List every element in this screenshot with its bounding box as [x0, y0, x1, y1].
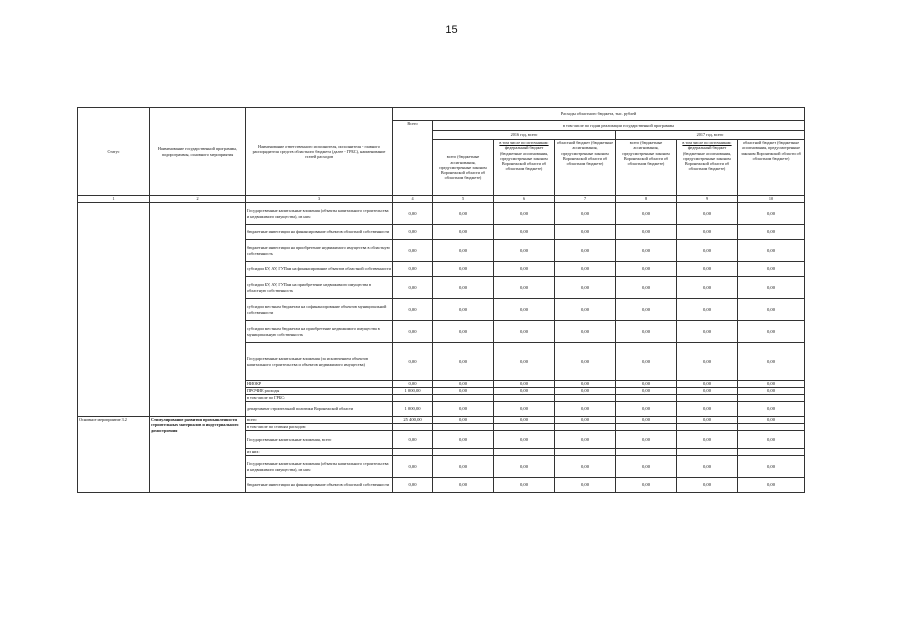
header-expenses-title: Расходы областного бюджета, тыс. рублей [393, 108, 805, 121]
row-value: 0,00 [433, 402, 494, 417]
row-value: 0,00 [677, 343, 738, 381]
row-value: 0,00 [677, 402, 738, 417]
row-value: 0,00 [494, 277, 555, 299]
empty-status-cell [78, 203, 150, 417]
row-value: 0,00 [738, 203, 805, 225]
header-status: Статус [78, 108, 150, 196]
row-value: 0,00 [393, 431, 433, 449]
header-2017-federal [677, 140, 738, 196]
row-label: субсидии БУ, АУ, ГУПам на финансирование объектов областной собственности [246, 262, 393, 277]
row-value: 0,00 [738, 321, 805, 343]
row-value: 1 000,00 [393, 402, 433, 417]
row-value [433, 449, 494, 456]
row-value: 0,00 [738, 262, 805, 277]
row-value: 0,00 [616, 388, 677, 395]
row-value: 25 400,00 [393, 417, 433, 424]
row-value: 0,00 [677, 262, 738, 277]
row-value: 0,00 [677, 381, 738, 388]
row-value: 0,00 [393, 225, 433, 240]
row-value: 0,00 [555, 381, 616, 388]
row-value [433, 424, 494, 431]
row-value: 0,00 [616, 478, 677, 493]
row-value: 0,00 [738, 417, 805, 424]
row-value: 0,00 [393, 321, 433, 343]
row-label: Государственные капитальные вложения (объекты капитального строительства и недвижимого имущества), из них: [246, 203, 393, 225]
row-value: 0,00 [616, 203, 677, 225]
row-label: субсидии местным бюджетам на приобретение недвижимого имущества в муниципальную собственность [246, 321, 393, 343]
row-value [677, 449, 738, 456]
row-value: 0,00 [433, 478, 494, 493]
row-value [555, 395, 616, 402]
row-value: 0,00 [616, 262, 677, 277]
row-value: 0,00 [616, 240, 677, 262]
row-value: 0,00 [738, 225, 805, 240]
row-value: 0,00 [393, 299, 433, 321]
column-number: 4 [393, 196, 433, 203]
header-program-name: Наименование государственной программы, подпрограммы, основного мероприятия [150, 108, 246, 196]
header-total: Всего [393, 121, 433, 196]
row-label: в том числе по статьям расходов: [246, 424, 393, 431]
row-label: субсидии местным бюджетам на софинансирование объектов муниципальной собственности [246, 299, 393, 321]
row-value [677, 395, 738, 402]
column-number: 8 [616, 196, 677, 203]
row-value: 0,00 [738, 277, 805, 299]
row-value: 0,00 [433, 262, 494, 277]
row-value: 0,00 [433, 225, 494, 240]
row-value: 0,00 [616, 456, 677, 478]
row-value: 0,00 [433, 343, 494, 381]
header-2017-federal-text: федеральный бюджет (бюджетные ассигнования, предусмотренные законом Воронежской области об областном бюджете) [682, 145, 732, 172]
row-label: всего [246, 417, 393, 424]
row-value: 0,00 [494, 402, 555, 417]
row-value: 0,00 [433, 277, 494, 299]
row-value: 0,00 [677, 388, 738, 395]
budget-table [77, 107, 805, 493]
row-value: 0,00 [433, 240, 494, 262]
row-label: ПРОЧИЕ расходы [246, 388, 393, 395]
row-value: 0,00 [494, 456, 555, 478]
header-year-2016: 2016 год, всего [433, 131, 616, 140]
row-value: 0,00 [616, 381, 677, 388]
row-value: 0,00 [433, 456, 494, 478]
header-year-2017: 2017 год, всего [616, 131, 805, 140]
row-value: 0,00 [393, 381, 433, 388]
row-value: 0,00 [433, 299, 494, 321]
column-number: 6 [494, 196, 555, 203]
table-header [78, 108, 805, 203]
row-value: 0,00 [433, 381, 494, 388]
row-value: 0,00 [433, 388, 494, 395]
row-value: 0,00 [555, 456, 616, 478]
row-value [677, 424, 738, 431]
column-number: 1 [78, 196, 150, 203]
row-value: 0,00 [616, 417, 677, 424]
row-value: 0,00 [494, 478, 555, 493]
row-value: 1 000,00 [393, 388, 433, 395]
row-value: 0,00 [616, 343, 677, 381]
row-value [738, 395, 805, 402]
row-value: 0,00 [433, 417, 494, 424]
row-value: 0,00 [677, 299, 738, 321]
row-value: 0,00 [494, 343, 555, 381]
row-value: 0,00 [494, 240, 555, 262]
row-value: 0,00 [494, 431, 555, 449]
row-value: 0,00 [494, 225, 555, 240]
row-value: 0,00 [738, 299, 805, 321]
row-label: бюджетные инвестиции на финансирование объектов областной собственности [246, 478, 393, 493]
table-body-main-event-3-2 [78, 417, 805, 493]
row-value: 0,00 [738, 381, 805, 388]
row-value: 0,00 [616, 431, 677, 449]
row-value [393, 424, 433, 431]
header-2016-sources: в том числе по источникам: [499, 140, 549, 145]
row-value: 0,00 [393, 277, 433, 299]
row-value: 0,00 [433, 431, 494, 449]
row-value: 0,00 [433, 203, 494, 225]
row-value [616, 449, 677, 456]
row-value: 0,00 [616, 402, 677, 417]
header-2016-federal-text: федеральный бюджет (бюджетные ассигнования, предусмотренные законом Воронежской области об областном бюджете) [499, 145, 549, 172]
row-value: 0,00 [677, 456, 738, 478]
header-2016-federal [494, 140, 555, 196]
row-value: 0,00 [555, 203, 616, 225]
row-label: субсидии БУ, АУ, ГУПам на приобретение недвижимого имущества в областную собственность [246, 277, 393, 299]
row-label: бюджетные инвестиции на финансирование объектов областной собственности [246, 225, 393, 240]
row-value: 0,00 [494, 381, 555, 388]
row-value: 0,00 [555, 262, 616, 277]
row-value: 0,00 [555, 417, 616, 424]
table-body-continuation [78, 203, 805, 417]
row-label: из них: [246, 449, 393, 456]
row-value: 0,00 [677, 225, 738, 240]
column-number-row [78, 196, 805, 203]
row-value [393, 449, 433, 456]
row-value: 0,00 [677, 478, 738, 493]
table-row [78, 203, 805, 225]
row-value: 0,00 [555, 277, 616, 299]
row-value [738, 424, 805, 431]
row-value: 0,00 [393, 456, 433, 478]
header-by-years: в том числе по годам реализации государственной программы [433, 121, 805, 131]
row-value: 0,00 [738, 478, 805, 493]
row-value: 0,00 [555, 478, 616, 493]
row-value: 0,00 [393, 343, 433, 381]
row-value: 0,00 [555, 240, 616, 262]
row-value: 0,00 [555, 299, 616, 321]
row-value: 0,00 [677, 240, 738, 262]
row-value: 0,00 [494, 262, 555, 277]
row-value: 0,00 [677, 431, 738, 449]
header-2016-regional: областной бюджет (бюджетные ассигнования, предусмотренные законом Воронежской области об областном бюджете) [555, 140, 616, 196]
row-value: 0,00 [494, 299, 555, 321]
row-label: департамент строительной политики Воронежской области [246, 402, 393, 417]
row-value [494, 424, 555, 431]
main-event-name: Стимулирование развития промышленности строительных материалов и индустриального домостроения [150, 417, 246, 493]
row-value: 0,00 [677, 417, 738, 424]
row-value: 0,00 [616, 225, 677, 240]
column-number: 10 [738, 196, 805, 203]
row-value: 0,00 [677, 277, 738, 299]
row-value: 0,00 [555, 343, 616, 381]
column-number: 9 [677, 196, 738, 203]
row-label: Государственные капитальные вложения (за исключением объектов капитального строительства и объектов недвижимого имущества) [246, 343, 393, 381]
row-value: 0,00 [738, 388, 805, 395]
row-value: 0,00 [494, 388, 555, 395]
row-label: бюджетные инвестиции на приобретение недвижимого имущества в областную собственность [246, 240, 393, 262]
main-event-status: Основное мероприятие 3.2 [78, 417, 150, 493]
header-2017-regional: областной бюджет (бюджетные ассигнования, предусмотренные законом Воронежской области об областном бюджете) [738, 140, 805, 196]
row-value [738, 449, 805, 456]
row-value: 0,00 [616, 299, 677, 321]
row-value: 0,00 [555, 402, 616, 417]
row-value: 0,00 [738, 240, 805, 262]
column-number: 2 [150, 196, 246, 203]
row-value [433, 395, 494, 402]
row-value: 0,00 [738, 431, 805, 449]
row-value: 0,00 [494, 203, 555, 225]
row-value: 0,00 [677, 321, 738, 343]
row-value [555, 424, 616, 431]
row-label: Государственные капитальные вложения (объекты капитального строительства и недвижимого имущества), из них: [246, 456, 393, 478]
row-value: 0,00 [616, 321, 677, 343]
header-2017-sources: в том числе по источникам: [682, 140, 732, 145]
row-value: 0,00 [616, 277, 677, 299]
row-label: НИОКР [246, 381, 393, 388]
page-number: 15 [445, 24, 458, 36]
row-label: Государственные капитальные вложения, всего [246, 431, 393, 449]
row-value: 0,00 [738, 456, 805, 478]
column-number: 7 [555, 196, 616, 203]
row-value: 0,00 [393, 262, 433, 277]
row-value [616, 395, 677, 402]
row-value: 0,00 [393, 203, 433, 225]
row-value [494, 395, 555, 402]
header-executor: Наименование ответственного исполнителя, исполнителя - главного распорядителя средств областного бюджета (далее - ГРБС), наименование статей расходов [246, 108, 393, 196]
row-value: 0,00 [494, 417, 555, 424]
row-value: 0,00 [393, 240, 433, 262]
row-label: в том числе по ГРБС: [246, 395, 393, 402]
row-value [393, 395, 433, 402]
row-value: 0,00 [738, 402, 805, 417]
row-value: 0,00 [738, 343, 805, 381]
row-value: 0,00 [555, 321, 616, 343]
row-value [494, 449, 555, 456]
row-value: 0,00 [555, 431, 616, 449]
row-value: 0,00 [677, 203, 738, 225]
header-2016-total: всего (бюджетные ассигнования, предусмотренные законом Воронежской области об областном бюджете) [433, 140, 494, 196]
header-2017-total: всего (бюджетные ассигнования, предусмотренные законом Воронежской области об областном бюджете) [616, 140, 677, 196]
row-value [555, 449, 616, 456]
column-number: 5 [433, 196, 494, 203]
row-value: 0,00 [555, 388, 616, 395]
table-row [78, 417, 805, 424]
row-value: 0,00 [393, 478, 433, 493]
row-value: 0,00 [494, 321, 555, 343]
column-number: 3 [246, 196, 393, 203]
row-value: 0,00 [555, 225, 616, 240]
empty-name-cell [150, 203, 246, 417]
row-value: 0,00 [433, 321, 494, 343]
row-value [616, 424, 677, 431]
